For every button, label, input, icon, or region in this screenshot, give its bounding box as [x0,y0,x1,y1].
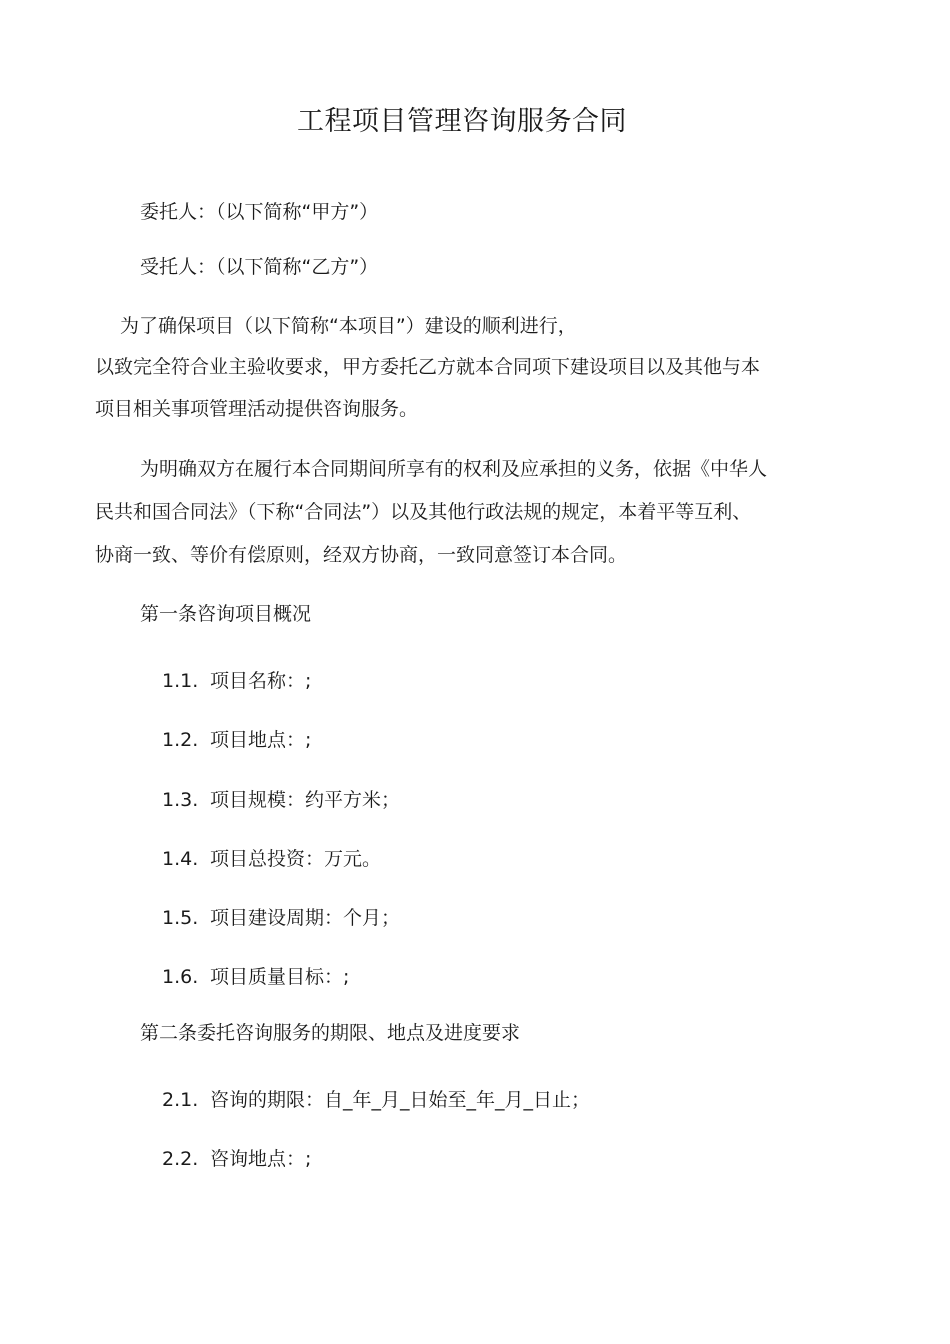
section1-item [162,731,311,750]
para1-line-2: 以致完全符合业主验收要求，甲方委托乙方就本合同项下建设项目以及其他与本 [95,356,761,378]
item-text: 项目建设周期：个月； [210,907,401,929]
para1-line-1: 为了确保项目（以下简称“本项目”）建设的顺利进行， [120,315,577,337]
item-number: 1.4. [162,848,199,870]
para2-line-2: 民共和国合同法》（下称“合同法”）以及其他行政法规的规定，本着平等互利、 [95,501,752,523]
item-text: 项目质量目标：; [210,966,350,988]
item-text: 项目地点：; [210,729,312,751]
section1-item [162,850,381,869]
section1-item [162,909,400,928]
section2-heading: 第二条委托咨询服务的期限、地点及进度要求 [140,1022,521,1044]
item-number: 2.1. [162,1089,199,1111]
section1-item [162,672,311,691]
contractor-line: 受托人：（以下简称“乙方”） [140,256,379,278]
para1-line-3: 项目相关事项管理活动提供咨询服务。 [95,398,419,420]
document-title: 工程项目管理咨询服务合同 [297,106,627,137]
para2-line-1: 为明确双方在履行本合同期间所享有的权利及应承担的义务，依据《中华人 [140,458,768,480]
item-text: 项目总投资：万元。 [210,848,382,870]
section2-item [162,1150,311,1169]
section1-item [162,791,400,810]
section2-item [162,1091,590,1110]
client-line: 委托人：（以下简称“甲方”） [140,201,379,223]
item-text: 项目规模：约平方米； [210,789,401,811]
para2-line-3: 协商一致、等价有偿原则，经双方协商，一致同意签订本合同。 [95,544,628,566]
item-number: 1.3. [162,789,199,811]
item-number: 1.5. [162,907,199,929]
item-number: 1.6. [162,966,199,988]
item-number: 1.1. [162,670,199,692]
item-text: 项目名称：; [210,670,312,692]
item-number: 1.2. [162,729,199,751]
item-text: 咨询地点：; [210,1148,312,1170]
section1-item [162,968,349,987]
section1-heading: 第一条咨询项目概况 [140,603,312,625]
item-number: 2.2. [162,1148,199,1170]
item-text: 咨询的期限：自_年_月_日始至_年_月_日止； [210,1089,591,1111]
